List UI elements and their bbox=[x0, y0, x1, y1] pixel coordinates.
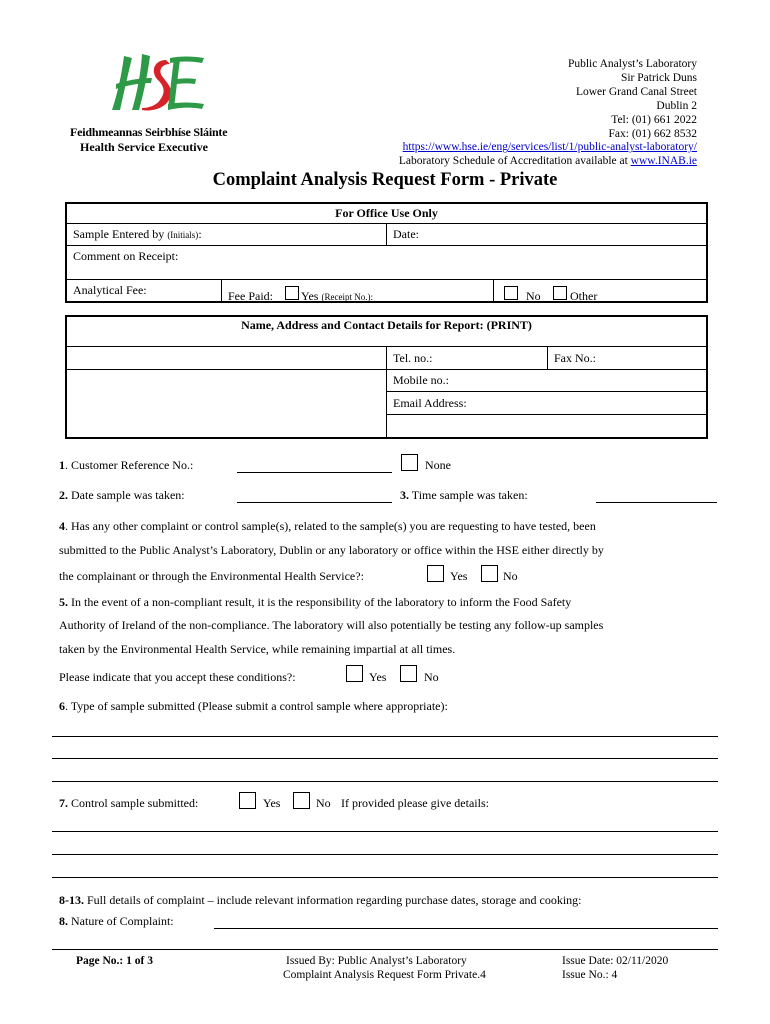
address-line: Sir Patrick Duns bbox=[620, 71, 697, 84]
q1-none-label: None bbox=[425, 458, 451, 472]
q7-yes-checkbox[interactable] bbox=[239, 792, 256, 809]
q4-no-label: No bbox=[503, 569, 518, 583]
divider bbox=[493, 279, 494, 302]
q5-line1: 5. In the event of a non-compliant result, it is the responsibility of the laboratory to inform the Food Safety bbox=[59, 595, 572, 609]
issue-date: Issue Date: 02/11/2020 bbox=[562, 955, 669, 967]
sample-type-line[interactable] bbox=[52, 736, 718, 737]
date-taken-field[interactable] bbox=[237, 502, 392, 503]
customer-ref-field[interactable] bbox=[237, 472, 392, 473]
fee-paid-yes-checkbox[interactable] bbox=[285, 286, 299, 300]
divider bbox=[547, 346, 548, 369]
q4-line2: submitted to the Public Analyst’s Laboratory, Dublin or any laboratory or office within the HSE either directly by bbox=[59, 543, 604, 557]
q7-details-label: If provided please give details: bbox=[341, 796, 489, 810]
fee-paid-label: Fee Paid: bbox=[228, 289, 273, 303]
q7-no-checkbox[interactable] bbox=[293, 792, 310, 809]
q4-line1: 4. Has any other complaint or control sample(s), related to the sample(s) you are requesting to have tested, been bbox=[59, 519, 596, 533]
q5-no-checkbox[interactable] bbox=[400, 665, 417, 682]
control-details-line[interactable] bbox=[52, 831, 718, 832]
q4-yes-label: Yes bbox=[450, 569, 468, 583]
divider bbox=[66, 245, 707, 246]
q3-label: 3. Time sample was taken: bbox=[400, 488, 528, 502]
fax-label: Fax No.: bbox=[554, 351, 596, 365]
address-line: Dublin 2 bbox=[656, 99, 697, 112]
q7-yes-label: Yes bbox=[263, 796, 281, 810]
q5-accept-label: Please indicate that you accept these conditions?: bbox=[59, 670, 296, 684]
divider bbox=[387, 391, 707, 392]
office-use-heading: For Office Use Only bbox=[335, 206, 438, 220]
mobile-label: Mobile no.: bbox=[393, 373, 449, 387]
fee-paid-yes-label: Yes (Receipt No.): bbox=[301, 289, 373, 303]
q4-no-checkbox[interactable] bbox=[481, 565, 498, 582]
fee-paid-other-label: Other bbox=[570, 289, 598, 303]
q5-yes-label: Yes bbox=[369, 670, 387, 684]
time-taken-field[interactable] bbox=[596, 502, 717, 503]
q4-yes-checkbox[interactable] bbox=[427, 565, 444, 582]
q4-line3: the complainant or through the Environmental Health Service?: bbox=[59, 569, 364, 583]
divider bbox=[221, 279, 222, 302]
control-details-line[interactable] bbox=[52, 854, 718, 855]
q6-label: 6. Type of sample submitted (Please submit a control sample where appropriate): bbox=[59, 699, 448, 713]
email-label: Email Address: bbox=[393, 396, 467, 410]
address-line: Lower Grand Canal Street bbox=[575, 85, 697, 98]
divider bbox=[66, 279, 707, 280]
inab-link[interactable]: www.INAB.ie bbox=[630, 155, 697, 168]
form-title: Complaint Analysis Request Form - Private bbox=[212, 170, 558, 190]
issue-number: Issue No.: 4 bbox=[562, 969, 618, 981]
fee-paid-no-checkbox[interactable] bbox=[504, 286, 518, 300]
q7-no-label: No bbox=[316, 796, 331, 810]
q5-yes-checkbox[interactable] bbox=[346, 665, 363, 682]
comment-label: Comment on Receipt: bbox=[73, 249, 179, 263]
divider bbox=[66, 369, 707, 370]
q1-label: 1. Customer Reference No.: bbox=[59, 458, 194, 472]
address-line: Public Analyst’s Laboratory bbox=[567, 58, 697, 70]
q5-line3: taken by the Environmental Health Service, while remaining impartial at all times. bbox=[59, 642, 456, 656]
contact-heading: Name, Address and Contact Details for Report: (PRINT) bbox=[241, 318, 532, 332]
date-label: Date: bbox=[393, 227, 419, 241]
q5-no-label: No bbox=[424, 670, 439, 684]
lab-address-block bbox=[399, 58, 697, 169]
control-details-line[interactable] bbox=[52, 877, 718, 878]
divider bbox=[386, 346, 387, 438]
hse-logo bbox=[108, 52, 208, 114]
org-name-irish: Feidhmeannas Seirbhíse Sláinte bbox=[70, 125, 228, 139]
divider bbox=[387, 414, 707, 415]
fee-paid-other-checkbox[interactable] bbox=[553, 286, 567, 300]
document-name: Complaint Analysis Request Form Private.4 bbox=[283, 969, 486, 981]
sample-entered-label: Sample Entered by (Initials): bbox=[73, 227, 202, 241]
sample-type-line[interactable] bbox=[52, 758, 718, 759]
org-name-english: Health Service Executive bbox=[80, 140, 208, 154]
q5-line2: Authority of Ireland of the non-compliance. The laboratory will also potentially be testing any follow-up samples bbox=[59, 618, 604, 632]
q8-label: 8. Nature of Complaint: bbox=[59, 914, 174, 928]
q8-13-label: 8-13. Full details of complaint – include relevant information regarding purchase dates, storage and cooking: bbox=[59, 893, 582, 907]
tel-label: Tel. no.: bbox=[393, 351, 433, 365]
q2-label: 2. Date sample was taken: bbox=[59, 488, 185, 502]
issued-by: Issued By: Public Analyst’s Laboratory bbox=[286, 955, 467, 967]
divider bbox=[386, 223, 387, 245]
q1-none-checkbox[interactable] bbox=[401, 454, 418, 471]
nature-of-complaint-line[interactable] bbox=[214, 928, 718, 929]
sample-type-line[interactable] bbox=[52, 781, 718, 782]
q7-label: 7. Control sample submitted: bbox=[59, 796, 199, 810]
fee-paid-no-label: No bbox=[526, 289, 541, 303]
accreditation-text: Laboratory Schedule of Accreditation available at bbox=[398, 155, 631, 168]
address-line: Tel: (01) 661 2022 bbox=[611, 113, 697, 126]
page-number: Page No.: 1 of 3 bbox=[76, 955, 153, 967]
footer-divider bbox=[52, 949, 718, 950]
analytical-fee-label: Analytical Fee: bbox=[73, 283, 147, 297]
website-link[interactable]: https://www.hse.ie/eng/services/list/1/public-analyst-laboratory/ bbox=[402, 141, 697, 154]
address-line: Fax: (01) 662 8532 bbox=[608, 127, 697, 140]
